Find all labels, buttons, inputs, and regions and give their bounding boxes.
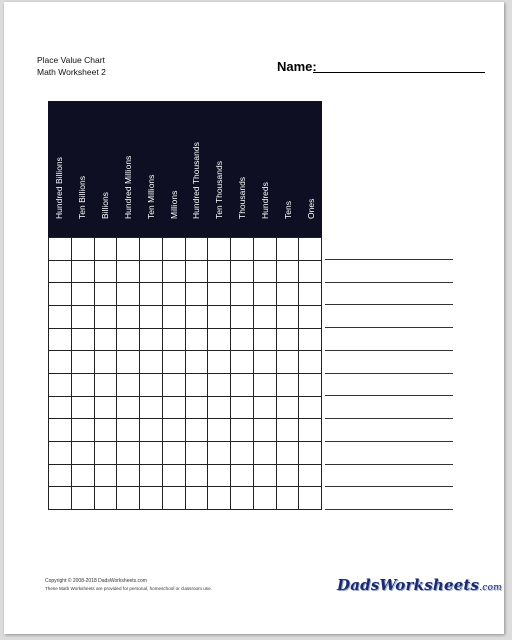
column-header-label: Ten Millions bbox=[145, 174, 156, 219]
digit-cell[interactable] bbox=[94, 260, 117, 283]
digit-cell[interactable] bbox=[253, 351, 276, 374]
digit-cell[interactable] bbox=[49, 464, 72, 487]
digit-cell[interactable] bbox=[162, 464, 185, 487]
digit-cell[interactable] bbox=[49, 351, 72, 374]
digit-cell[interactable] bbox=[208, 373, 231, 396]
column-header bbox=[276, 107, 299, 229]
digit-cell[interactable] bbox=[140, 328, 163, 351]
digit-cell[interactable] bbox=[185, 487, 208, 510]
digit-cell[interactable] bbox=[117, 464, 140, 487]
worksheet-title: Place Value Chart bbox=[37, 55, 105, 65]
answer-line[interactable] bbox=[325, 259, 453, 260]
digit-cell[interactable] bbox=[162, 487, 185, 510]
digit-cell[interactable] bbox=[208, 487, 231, 510]
column-header bbox=[94, 107, 117, 229]
digit-cell[interactable] bbox=[185, 464, 208, 487]
digit-cell[interactable] bbox=[140, 441, 163, 464]
digit-cell[interactable] bbox=[253, 464, 276, 487]
column-header bbox=[71, 107, 94, 229]
digit-cell[interactable] bbox=[299, 419, 322, 442]
digit-cell[interactable] bbox=[276, 441, 299, 464]
digit-cell[interactable] bbox=[71, 283, 94, 306]
digit-cell[interactable] bbox=[208, 464, 231, 487]
digit-cell[interactable] bbox=[162, 441, 185, 464]
digit-cell[interactable] bbox=[208, 260, 231, 283]
column-header-label: Ten Thousands bbox=[214, 161, 225, 219]
column-header bbox=[231, 107, 254, 229]
digit-cell[interactable] bbox=[231, 419, 254, 442]
worksheet-subtitle: Math Worksheet 2 bbox=[37, 67, 106, 77]
digit-cell[interactable] bbox=[162, 373, 185, 396]
digit-cell[interactable] bbox=[140, 238, 163, 261]
digit-cell[interactable] bbox=[299, 328, 322, 351]
grid-row bbox=[49, 464, 322, 487]
digit-cell[interactable] bbox=[140, 373, 163, 396]
digit-cell[interactable] bbox=[185, 283, 208, 306]
digit-cell[interactable] bbox=[299, 283, 322, 306]
digit-cell[interactable] bbox=[94, 419, 117, 442]
digit-cell[interactable] bbox=[94, 441, 117, 464]
digit-cell[interactable] bbox=[299, 305, 322, 328]
digit-cell[interactable] bbox=[117, 305, 140, 328]
digit-cell[interactable] bbox=[162, 328, 185, 351]
digit-cell[interactable] bbox=[140, 419, 163, 442]
grid-row bbox=[49, 487, 322, 510]
digit-cell[interactable] bbox=[231, 464, 254, 487]
digit-cell[interactable] bbox=[253, 238, 276, 261]
column-header-label: Hundreds bbox=[259, 182, 270, 219]
digit-cell[interactable] bbox=[71, 487, 94, 510]
answer-line[interactable] bbox=[325, 350, 453, 351]
digit-cell[interactable] bbox=[208, 396, 231, 419]
digit-cell[interactable] bbox=[276, 396, 299, 419]
digit-cell[interactable] bbox=[162, 283, 185, 306]
name-field-line[interactable] bbox=[313, 72, 485, 73]
digit-cell[interactable] bbox=[49, 419, 72, 442]
digit-cell[interactable] bbox=[299, 373, 322, 396]
digit-cell[interactable] bbox=[231, 373, 254, 396]
answer-line[interactable] bbox=[325, 373, 453, 374]
digit-cell[interactable] bbox=[49, 260, 72, 283]
column-header-label: Hundred Billions bbox=[54, 157, 65, 219]
digit-cell[interactable] bbox=[231, 283, 254, 306]
digit-cell[interactable] bbox=[276, 419, 299, 442]
digit-cell[interactable] bbox=[71, 373, 94, 396]
digit-cell[interactable] bbox=[276, 328, 299, 351]
digit-cell[interactable] bbox=[185, 373, 208, 396]
digit-cell[interactable] bbox=[140, 396, 163, 419]
digit-cell[interactable] bbox=[94, 328, 117, 351]
digit-cell[interactable] bbox=[117, 419, 140, 442]
digit-cell[interactable] bbox=[208, 328, 231, 351]
digit-cell[interactable] bbox=[117, 351, 140, 374]
column-header-label: Tens bbox=[282, 201, 293, 219]
digit-cell[interactable] bbox=[276, 487, 299, 510]
digit-cell[interactable] bbox=[208, 351, 231, 374]
digit-cell[interactable] bbox=[49, 305, 72, 328]
digit-cell[interactable] bbox=[117, 396, 140, 419]
digit-cell[interactable] bbox=[117, 238, 140, 261]
digit-cell[interactable] bbox=[276, 283, 299, 306]
digit-cell[interactable] bbox=[299, 351, 322, 374]
digit-cell[interactable] bbox=[71, 419, 94, 442]
grid-row bbox=[49, 419, 322, 442]
column-header-label: Ten Billions bbox=[77, 176, 88, 219]
digit-cell[interactable] bbox=[117, 328, 140, 351]
digit-cell[interactable] bbox=[231, 328, 254, 351]
digit-cell[interactable] bbox=[49, 373, 72, 396]
digit-cell[interactable] bbox=[162, 396, 185, 419]
digit-cell[interactable] bbox=[140, 283, 163, 306]
digit-cell[interactable] bbox=[299, 487, 322, 510]
digit-cell[interactable] bbox=[253, 328, 276, 351]
digit-cell[interactable] bbox=[71, 238, 94, 261]
place-value-grid bbox=[48, 237, 322, 510]
column-header bbox=[185, 107, 208, 229]
digit-cell[interactable] bbox=[117, 260, 140, 283]
digit-cell[interactable] bbox=[299, 464, 322, 487]
grid-row bbox=[49, 396, 322, 419]
digit-cell[interactable] bbox=[185, 396, 208, 419]
column-header bbox=[162, 107, 185, 229]
dadsworksheets-logo: DadsWorksheets.com bbox=[337, 576, 502, 594]
column-header-label: Ones bbox=[305, 198, 316, 219]
digit-cell[interactable] bbox=[299, 260, 322, 283]
digit-cell[interactable] bbox=[49, 283, 72, 306]
digit-cell[interactable] bbox=[276, 373, 299, 396]
answer-line[interactable] bbox=[325, 418, 453, 419]
grid-row bbox=[49, 441, 322, 464]
digit-cell[interactable] bbox=[140, 487, 163, 510]
digit-cell[interactable] bbox=[94, 238, 117, 261]
grid-row bbox=[49, 351, 322, 374]
digit-cell[interactable] bbox=[117, 373, 140, 396]
column-header-block bbox=[48, 101, 322, 237]
digit-cell[interactable] bbox=[185, 328, 208, 351]
column-header-label: Billions bbox=[100, 192, 111, 219]
column-header bbox=[299, 107, 322, 229]
column-header bbox=[208, 107, 231, 229]
digit-cell[interactable] bbox=[162, 351, 185, 374]
digit-cell[interactable] bbox=[140, 260, 163, 283]
answer-line[interactable] bbox=[325, 282, 453, 283]
grid-row bbox=[49, 283, 322, 306]
digit-cell[interactable] bbox=[117, 487, 140, 510]
column-header-label: Thousands bbox=[237, 176, 248, 219]
grid-row bbox=[49, 305, 322, 328]
digit-cell[interactable] bbox=[49, 396, 72, 419]
column-header bbox=[139, 107, 162, 229]
digit-cell[interactable] bbox=[253, 373, 276, 396]
digit-cell[interactable] bbox=[49, 328, 72, 351]
digit-cell[interactable] bbox=[185, 238, 208, 261]
digit-cell[interactable] bbox=[162, 260, 185, 283]
digit-cell[interactable] bbox=[208, 419, 231, 442]
answer-line[interactable] bbox=[325, 486, 453, 487]
digit-cell[interactable] bbox=[185, 260, 208, 283]
grid-row bbox=[49, 260, 322, 283]
digit-cell[interactable] bbox=[231, 238, 254, 261]
digit-cell[interactable] bbox=[49, 441, 72, 464]
digit-cell[interactable] bbox=[117, 283, 140, 306]
answer-line[interactable] bbox=[325, 304, 453, 305]
digit-cell[interactable] bbox=[162, 238, 185, 261]
digit-cell[interactable] bbox=[276, 351, 299, 374]
digit-cell[interactable] bbox=[253, 305, 276, 328]
answer-line[interactable] bbox=[325, 327, 453, 328]
digit-cell[interactable] bbox=[231, 487, 254, 510]
digit-cell[interactable] bbox=[162, 305, 185, 328]
digit-cell[interactable] bbox=[71, 464, 94, 487]
digit-cell[interactable] bbox=[253, 283, 276, 306]
digit-cell[interactable] bbox=[231, 396, 254, 419]
digit-cell[interactable] bbox=[94, 283, 117, 306]
digit-cell[interactable] bbox=[231, 260, 254, 283]
digit-cell[interactable] bbox=[208, 238, 231, 261]
digit-cell[interactable] bbox=[253, 396, 276, 419]
digit-cell[interactable] bbox=[299, 396, 322, 419]
digit-cell[interactable] bbox=[253, 419, 276, 442]
digit-cell[interactable] bbox=[253, 260, 276, 283]
digit-cell[interactable] bbox=[117, 441, 140, 464]
digit-cell[interactable] bbox=[71, 260, 94, 283]
digit-cell[interactable] bbox=[94, 305, 117, 328]
digit-cell[interactable] bbox=[253, 487, 276, 510]
column-header bbox=[48, 107, 71, 229]
copyright-text: Copyright © 2008-2018 DadsWorksheets.com bbox=[45, 578, 147, 584]
digit-cell[interactable] bbox=[208, 441, 231, 464]
digit-cell[interactable] bbox=[185, 441, 208, 464]
digit-cell[interactable] bbox=[94, 487, 117, 510]
digit-cell[interactable] bbox=[71, 351, 94, 374]
digit-cell[interactable] bbox=[231, 305, 254, 328]
worksheet-page bbox=[4, 2, 504, 634]
digit-cell[interactable] bbox=[299, 441, 322, 464]
column-header-label: Millions bbox=[168, 190, 179, 219]
digit-cell[interactable] bbox=[276, 238, 299, 261]
grid-row bbox=[49, 328, 322, 351]
digit-cell[interactable] bbox=[253, 441, 276, 464]
digit-cell[interactable] bbox=[49, 238, 72, 261]
digit-cell[interactable] bbox=[140, 351, 163, 374]
digit-cell[interactable] bbox=[94, 396, 117, 419]
digit-cell[interactable] bbox=[299, 238, 322, 261]
digit-cell[interactable] bbox=[140, 305, 163, 328]
grid-row bbox=[49, 373, 322, 396]
digit-cell[interactable] bbox=[94, 373, 117, 396]
name-label: Name: bbox=[277, 59, 317, 74]
column-header bbox=[117, 107, 140, 229]
digit-cell[interactable] bbox=[231, 351, 254, 374]
digit-cell[interactable] bbox=[71, 441, 94, 464]
column-header-label: Hundred Thousands bbox=[191, 142, 202, 219]
usage-notice: These Math Worksheets are provided for personal, homeschool or classroom use. bbox=[45, 586, 212, 591]
digit-cell[interactable] bbox=[49, 487, 72, 510]
digit-cell[interactable] bbox=[71, 328, 94, 351]
digit-cell[interactable] bbox=[276, 464, 299, 487]
column-header-label: Hundred Millions bbox=[122, 155, 133, 219]
digit-cell[interactable] bbox=[185, 305, 208, 328]
grid-row bbox=[49, 238, 322, 261]
digit-cell[interactable] bbox=[94, 464, 117, 487]
digit-cell[interactable] bbox=[231, 441, 254, 464]
digit-cell[interactable] bbox=[276, 305, 299, 328]
answer-line[interactable] bbox=[325, 395, 453, 396]
digit-cell[interactable] bbox=[185, 351, 208, 374]
digit-cell[interactable] bbox=[208, 305, 231, 328]
answer-line[interactable] bbox=[325, 441, 453, 442]
digit-cell[interactable] bbox=[208, 283, 231, 306]
answer-line[interactable] bbox=[325, 464, 453, 465]
answer-line[interactable] bbox=[325, 509, 453, 510]
digit-cell[interactable] bbox=[94, 351, 117, 374]
digit-cell[interactable] bbox=[71, 305, 94, 328]
column-header bbox=[254, 107, 277, 229]
digit-cell[interactable] bbox=[185, 419, 208, 442]
digit-cell[interactable] bbox=[162, 419, 185, 442]
digit-cell[interactable] bbox=[71, 396, 94, 419]
digit-cell[interactable] bbox=[276, 260, 299, 283]
digit-cell[interactable] bbox=[140, 464, 163, 487]
